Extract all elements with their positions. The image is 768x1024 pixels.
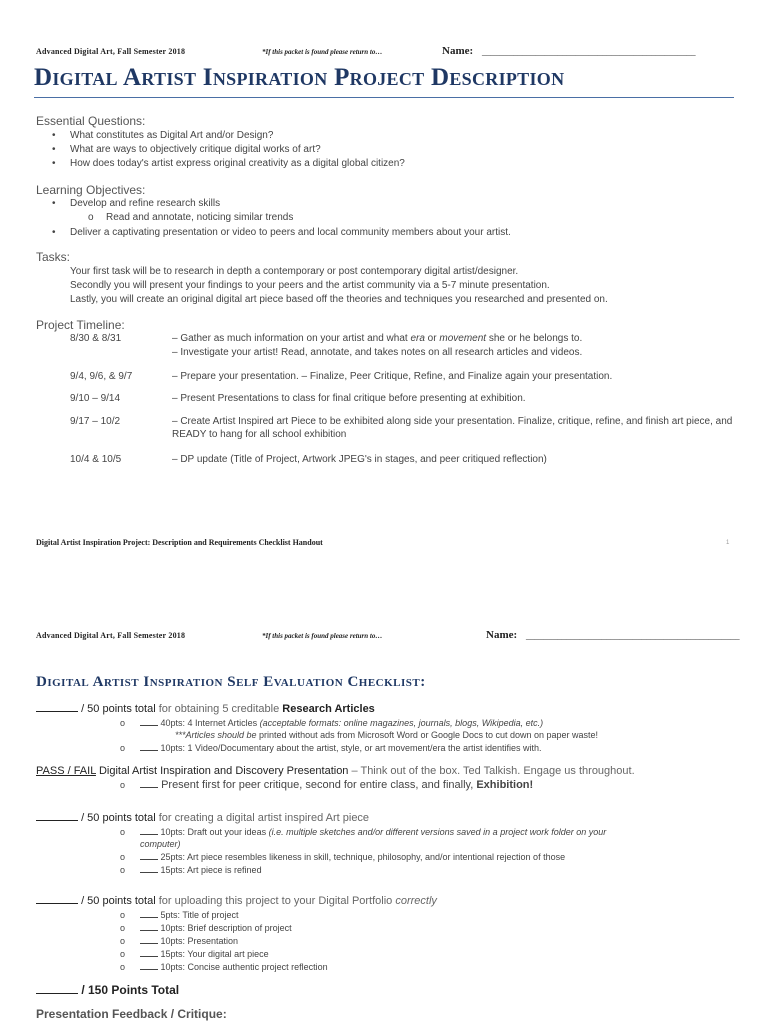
- score-blank[interactable]: [140, 851, 158, 860]
- list-item: • How does today's artist express original creativity as a digital global citizen?: [52, 158, 405, 169]
- task-line: Your first task will be to research in depth a contemporary or post contemporary digital artist/designer.: [70, 266, 519, 277]
- score-blank[interactable]: [140, 864, 158, 873]
- task-line: Secondly you will present your findings to your peers and the artist community via a 5-7 minute presentation.: [70, 280, 550, 291]
- portfolio-points-line: / 50 points total for uploading this project to your Digital Portfolio correctly: [36, 894, 437, 907]
- score-blank[interactable]: [140, 935, 158, 944]
- essential-questions-heading: Essential Questions:: [36, 114, 146, 128]
- tasks-heading: Tasks:: [36, 250, 71, 264]
- page-number: 1: [726, 540, 730, 546]
- feedback-heading: Presentation Feedback / Critique:: [36, 1007, 227, 1021]
- task-line: Lastly, you will create an original digital art piece based off the theories and techniques you researched and presented on.: [70, 294, 608, 305]
- timeline-date: 8/30 & 8/31: [70, 333, 122, 344]
- score-blank[interactable]: [140, 826, 158, 835]
- checklist-item: o 15pts: Art piece is refined: [120, 865, 262, 875]
- artpiece-points-line: / 50 points total for creating a digital artist inspired Art piece: [36, 811, 369, 824]
- timeline-date: 9/17 – 10/2: [70, 416, 121, 427]
- score-blank[interactable]: [140, 742, 158, 751]
- score-blank[interactable]: [36, 984, 78, 994]
- list-item: • Develop and refine research skills: [52, 198, 221, 209]
- page-title: Digital Artist Inspiration Project Description: [34, 64, 565, 91]
- score-blank[interactable]: [140, 961, 158, 970]
- timeline-text: – Investigate your artist! Read, annotate, and takes notes on all research articles and videos.: [172, 347, 583, 358]
- checklist-item: o Present first for peer critique, second for entire class, and finally, Exhibition!: [120, 779, 534, 791]
- checklist-note: ***Articles should be printed without ads from Microsoft Word or Google Docs to cut down on paper waste!: [175, 730, 599, 740]
- score-blank[interactable]: [140, 948, 158, 957]
- checklist-item: o 15pts: Your digital art piece: [120, 949, 269, 959]
- title-divider: [34, 97, 734, 98]
- timeline-date: 9/4, 9/6, & 9/7: [70, 371, 133, 382]
- total-points-line: / 150 Points Total: [36, 983, 179, 997]
- timeline-text: – Gather as much information on your artist and what era or movement she or he belongs to.: [172, 333, 583, 344]
- checklist-item: o 10pts: 1 Video/Documentary about the artist, style, or art movement/era the artist identifies with.: [120, 743, 542, 753]
- header-course: Advanced Digital Art, Fall Semester 2018: [36, 47, 186, 56]
- timeline-text: – DP update (Title of Project, Artwork JPEG's in stages, and peer critiqued reflection): [172, 454, 547, 465]
- list-item: • What are ways to objectively critique digital works of art?: [52, 144, 321, 155]
- header-return-note: *If this packet is found please return to…: [262, 632, 383, 640]
- timeline-date: 9/10 – 9/14: [70, 393, 121, 404]
- timeline-text: – Present Presentations to class for final critique before presenting at exhibition.: [172, 393, 526, 404]
- header-name-label: Name:: [486, 629, 518, 641]
- list-item: • What constitutes as Digital Art and/or Design?: [52, 130, 274, 141]
- page-footer: Digital Artist Inspiration Project: Description and Requirements Checklist Handout: [36, 538, 323, 547]
- research-points-line: / 50 points total for obtaining 5 creditable Research Articles: [36, 702, 375, 715]
- score-blank[interactable]: [36, 894, 78, 904]
- timeline-text: – Create Artist Inspired art Piece to be exhibited along side your presentation. Finalize, critique, refine, and finish art piece, and READY to hang for all school exhibition: [172, 416, 733, 440]
- header-name-label: Name:: [442, 45, 474, 57]
- header-name-line[interactable]: ________________________________________________: [526, 631, 740, 640]
- checklist-item: o 10pts: Draft out your ideas (i.e. multiple sketches and/or different versions saved in a project work folder on your: [120, 827, 607, 837]
- header-return-note: *If this packet is found please return to…: [262, 48, 383, 56]
- checklist-item: o 25pts: Art piece resembles likeness in skill, technique, philosophy, and/or intentional rejection of those: [120, 852, 566, 862]
- checklist-note: computer): [140, 839, 181, 849]
- checklist-item: o 10pts: Concise authentic project reflection: [120, 962, 328, 972]
- checklist-item: o 10pts: Brief description of project: [120, 923, 292, 933]
- list-item: • Deliver a captivating presentation or video to peers and local community members about your artist.: [52, 227, 511, 238]
- header-name-line[interactable]: ________________________________________________: [482, 47, 696, 56]
- timeline-heading: Project Timeline:: [36, 318, 125, 332]
- list-item: o Read and annotate, noticing similar trends: [88, 212, 294, 223]
- score-blank[interactable]: [140, 922, 158, 931]
- checklist-item: o 40pts: 4 Internet Articles (acceptable formats: online magazines, journals, blogs, Wikipedia, etc.): [120, 718, 544, 728]
- checklist-item: o 5pts: Title of project: [120, 910, 239, 920]
- learning-objectives-heading: Learning Objectives:: [36, 183, 146, 197]
- presentation-line: PASS / FAIL Digital Artist Inspiration and Discovery Presentation – Think out of the box. Ted Talkish. Engage us throughout.: [36, 765, 635, 777]
- header-course: Advanced Digital Art, Fall Semester 2018: [36, 631, 186, 640]
- score-blank[interactable]: [36, 811, 78, 821]
- score-blank[interactable]: [36, 702, 78, 712]
- score-blank[interactable]: [140, 909, 158, 918]
- timeline-text: – Prepare your presentation. – Finalize, Peer Critique, Refine, and Finalize again your presentation.: [172, 371, 613, 382]
- timeline-date: 10/4 & 10/5: [70, 454, 122, 465]
- checklist-title: Digital Artist Inspiration Self Evaluation Checklist:: [36, 674, 426, 690]
- score-blank[interactable]: [140, 717, 158, 726]
- checklist-item: o 10pts: Presentation: [120, 936, 239, 946]
- score-blank[interactable]: [140, 779, 158, 788]
